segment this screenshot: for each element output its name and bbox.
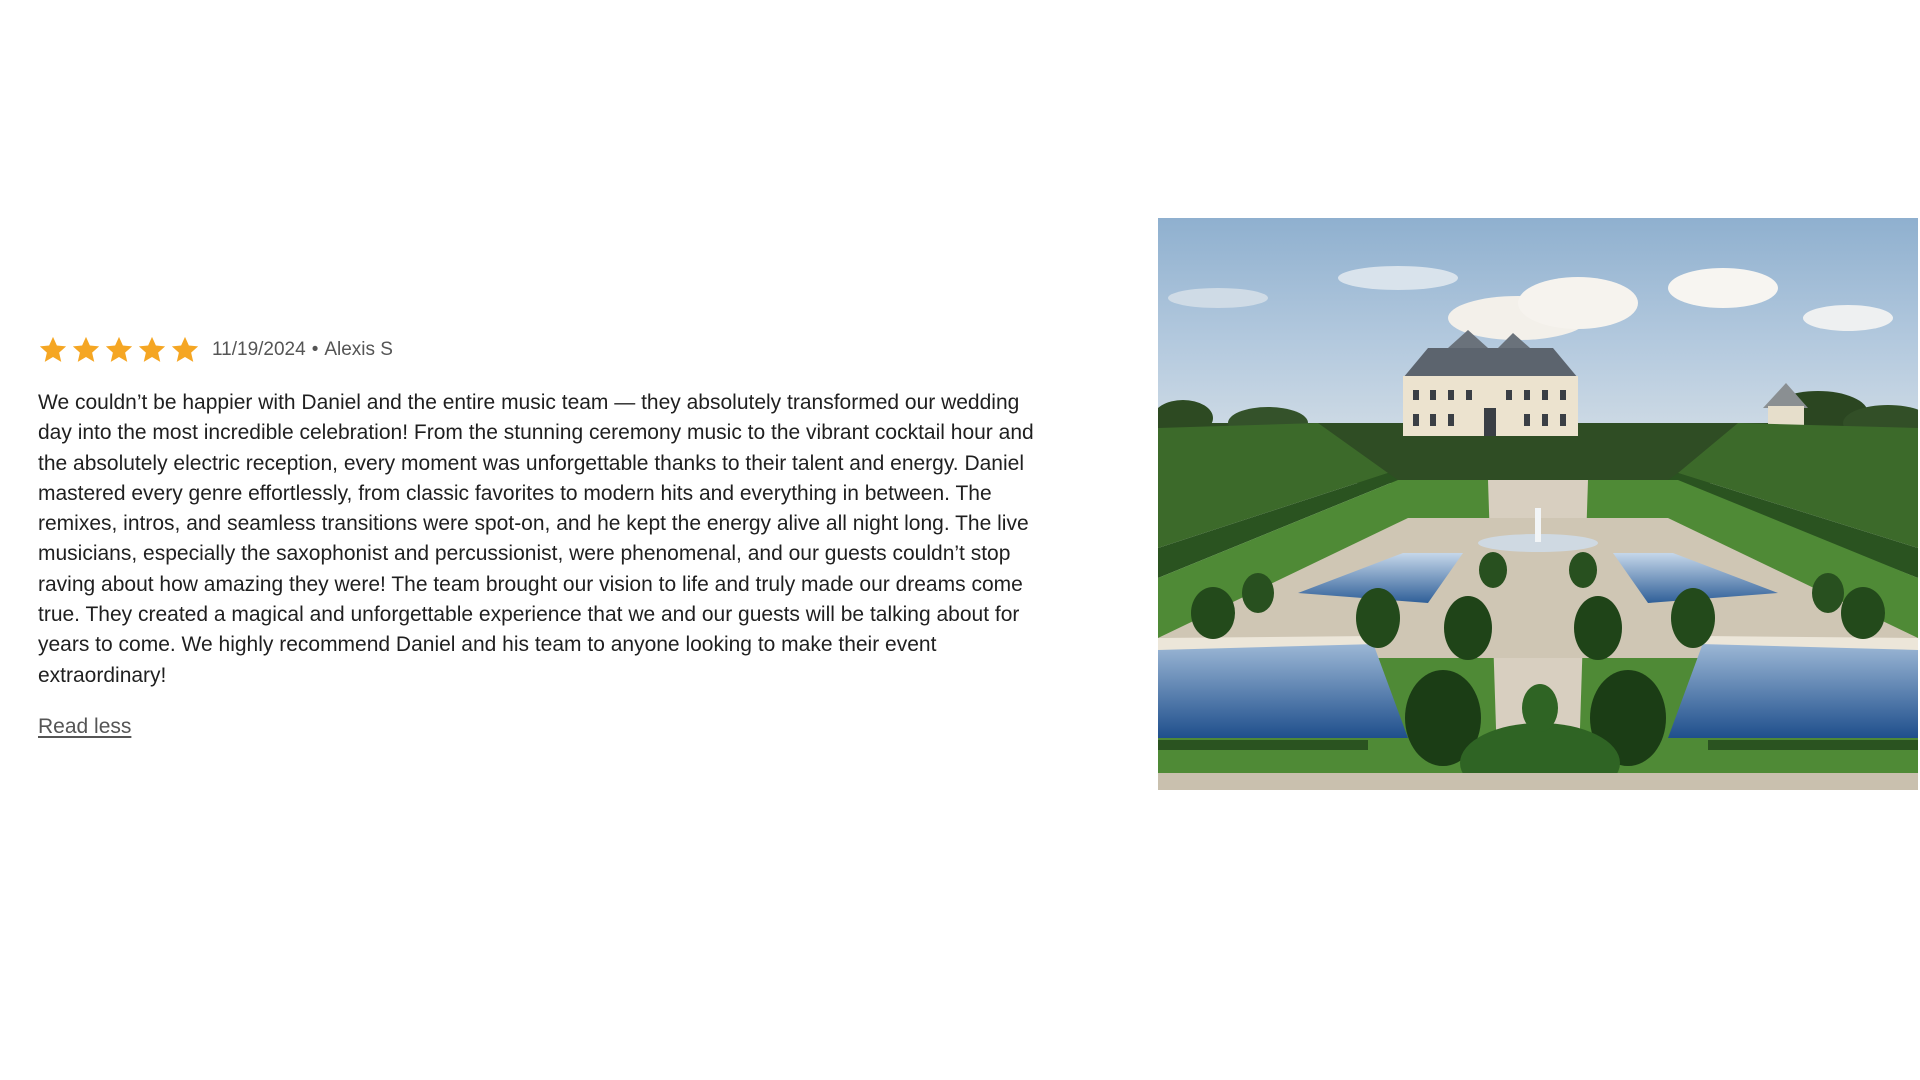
star-icon [38, 335, 68, 365]
review-date: 11/19/2024 [212, 339, 306, 360]
review-text: We couldn’t be happier with Daniel and the entire music team — they absolutely transformed our wedding day into the most incredible celebration! From the stunning ceremony music to the vibrant cocktail hour and the absolutely electric reception, every moment was unforgettable thanks to their talent and energy. Daniel mastered every genre effortlessly, from classic favorites to modern hits and everything in between. The remixes, intros, and seamless transitions were spot-on, and he kept the energy alive all night long. The live musicians, especially the saxophonist and percussionist, were phenomenal, and our guests couldn’t stop raving about how amazing they were! The team brought our vision to life and truly made our dreams come true. They created a magical and unforgettable experience that we and our guests will be talking about for years to come. We highly recommend Daniel and his team to anyone looking to make their event extraordinary! [38, 391, 1034, 687]
meta-separator: • [311, 339, 319, 360]
review-photo [1158, 218, 1918, 790]
star-icon [71, 335, 101, 365]
star-icon [104, 335, 134, 365]
star-icon [137, 335, 167, 365]
read-less-link[interactable]: Read less [38, 714, 132, 738]
review-author: Alexis S [324, 339, 393, 360]
star-icon [170, 335, 200, 365]
star-rating [38, 335, 200, 365]
review-meta-text [212, 339, 393, 361]
estate-garden-image [1158, 218, 1918, 790]
review-meta [38, 330, 1138, 370]
review-card [38, 330, 1138, 739]
